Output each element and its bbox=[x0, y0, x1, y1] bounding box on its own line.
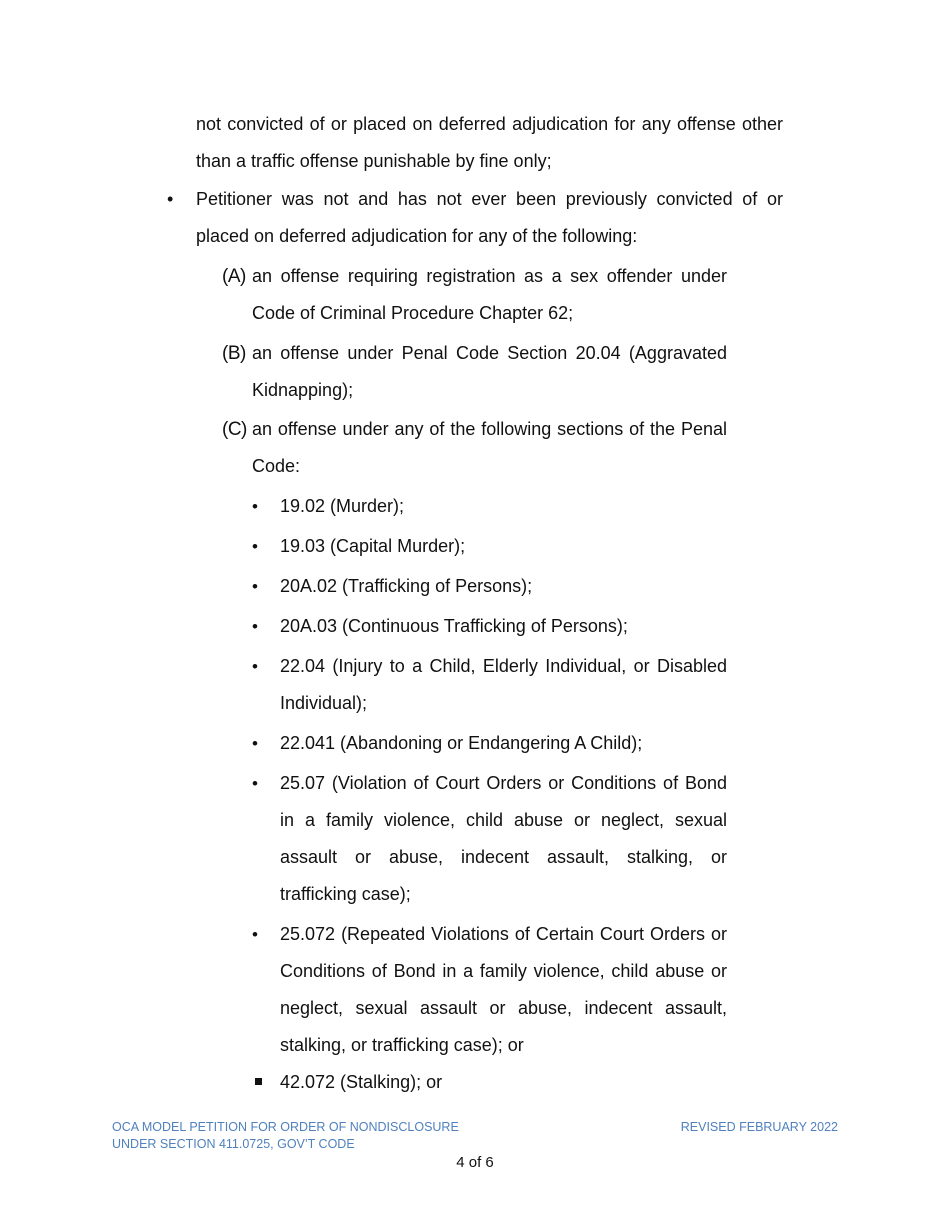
penal-code-text: 22.04 (Injury to a Child, Elderly Individual, or Disabled Individual); bbox=[280, 656, 727, 713]
letter-marker: (C) bbox=[222, 419, 247, 440]
penal-code-item bbox=[252, 568, 727, 605]
penal-code-item bbox=[252, 608, 727, 645]
footer-subtitle: UNDER SECTION 411.0725, GOV’T CODE bbox=[112, 1137, 355, 1151]
lettered-text: an offense under Penal Code Section 20.04 (Aggravated Kidnapping); bbox=[252, 343, 727, 400]
lettered-text: an offense requiring registration as a sex offender under Code of Criminal Procedure Chapter 62; bbox=[252, 266, 727, 323]
penal-code-text: 20A.03 (Continuous Trafficking of Persons); bbox=[280, 616, 628, 636]
lettered-text: an offense under any of the following sections of the Penal Code: bbox=[252, 419, 727, 476]
bullet-icon: • bbox=[252, 617, 258, 636]
bullet-icon: • bbox=[252, 734, 258, 753]
penal-code-item bbox=[280, 1064, 727, 1101]
penal-code-text: 19.02 (Murder); bbox=[280, 496, 405, 516]
penal-code-item bbox=[252, 725, 727, 762]
penal-code-text: 19.03 (Capital Murder); bbox=[280, 536, 466, 556]
continuation-paragraph: not convicted of or placed on deferred adjudication for any offense other than a traffic offense punishable by fine only; bbox=[196, 114, 783, 171]
bullet-icon: • bbox=[252, 577, 258, 596]
lettered-item-b bbox=[222, 335, 727, 409]
footer-title: OCA MODEL PETITION FOR ORDER OF NONDISCLOSURE bbox=[112, 1120, 459, 1134]
penal-code-text: 25.07 (Violation of Court Orders or Conditions of Bond in a family violence, child abuse or neglect, sexual assault or abuse, indecent assault, stalking, or trafficking case); bbox=[280, 773, 727, 904]
letter-marker: (B) bbox=[222, 343, 246, 364]
bullet-icon: • bbox=[252, 497, 258, 516]
penal-code-text: 20A.02 (Trafficking of Persons); bbox=[280, 576, 533, 596]
lettered-item-a bbox=[222, 258, 727, 332]
footer-left bbox=[112, 1119, 459, 1153]
bullet-icon: • bbox=[252, 774, 258, 793]
footer-revision: REVISED FEBRUARY 2022 bbox=[680, 1120, 838, 1134]
main-bullet-item bbox=[167, 181, 783, 255]
penal-code-item bbox=[252, 488, 727, 525]
bullet-icon: • bbox=[167, 189, 174, 209]
bullet-icon: • bbox=[252, 537, 258, 556]
penal-code-item bbox=[252, 765, 727, 913]
penal-code-item bbox=[252, 916, 727, 1064]
penal-code-text: 22.041 (Abandoning or Endangering A Child); bbox=[280, 733, 643, 753]
letter-marker: (A) bbox=[222, 266, 246, 287]
bullet-icon: • bbox=[252, 657, 258, 676]
square-bullet-icon bbox=[255, 1078, 262, 1085]
page-number: 4 of 6 bbox=[456, 1154, 494, 1171]
main-bullet-text: Petitioner was not and has not ever been previously convicted of or placed on deferred adjudication for any of the following: bbox=[196, 189, 783, 246]
lettered-item-c bbox=[222, 411, 727, 485]
penal-code-text: 25.072 (Repeated Violations of Certain Court Orders or Conditions of Bond in a family violence, child abuse or neglect, sexual assault or abuse, indecent assault, stalking, or trafficking case); or bbox=[280, 924, 727, 1055]
penal-code-item bbox=[252, 648, 727, 722]
bullet-icon: • bbox=[252, 925, 258, 944]
penal-code-item bbox=[252, 528, 727, 565]
penal-code-text: 42.072 (Stalking); or bbox=[280, 1072, 443, 1092]
